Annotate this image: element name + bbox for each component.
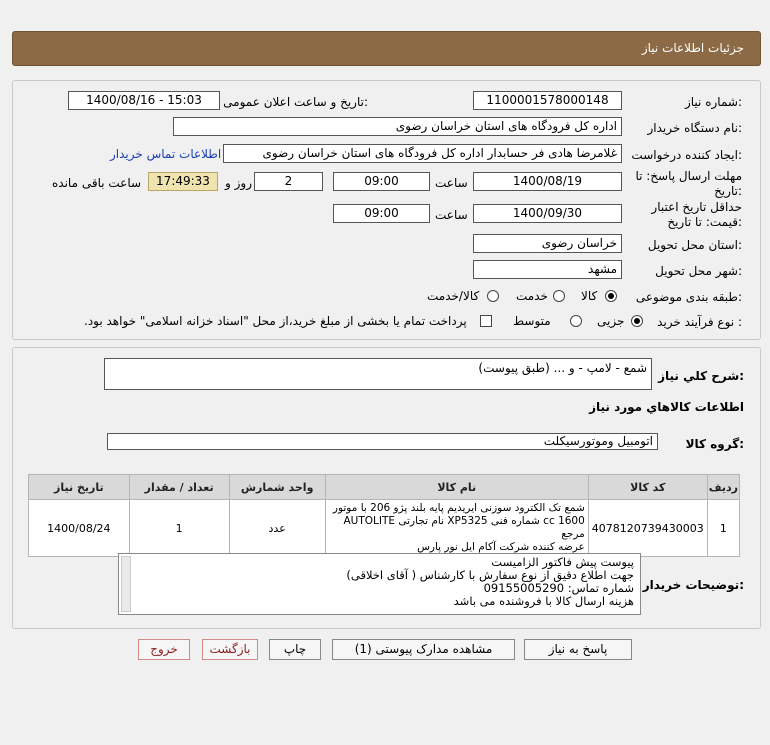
col-unit: واحد شمارش (229, 475, 325, 500)
process-option-medium: متوسط (513, 314, 551, 328)
creator-label: ایجاد کننده درخواست: (631, 148, 742, 162)
page-title: جزئیات اطلاعات نیاز (641, 41, 744, 55)
notes-scrollbar[interactable] (121, 556, 131, 612)
col-row: ردیف (707, 475, 739, 500)
days-label: روز و (225, 176, 252, 190)
page-header (12, 31, 761, 66)
validity-label: حداقل تاریخ اعتبار (651, 200, 742, 214)
items-title: اطلاعات کالاهاي مورد نياز (589, 400, 744, 414)
notes-line: هزینه ارسال کالا با فروشنده می باشد (453, 594, 634, 608)
notes-line: پیوست پیش فاکتور الزامیست (491, 555, 634, 569)
items-table (28, 474, 740, 557)
process-label: نوع فرآیند خرید : (657, 315, 742, 329)
process-radio-minor[interactable] (631, 315, 643, 327)
group-label: گروه کالا: (685, 437, 744, 451)
col-name: نام کالا (325, 475, 588, 500)
cell-date: 1400/08/24 (29, 500, 130, 557)
deadline-label-date: تاریخ: (714, 184, 742, 198)
general-desc-label: شرح کلي نياز: (658, 369, 744, 383)
province-field: خراسان رضوی (473, 234, 622, 253)
payment-note: پرداخت تمام یا بخشی از مبلغ خرید،از محل "اسناد خزانه اسلامی" خواهد بود. (84, 314, 467, 328)
category-option-both: کالا/خدمت (427, 289, 480, 303)
category-radio-goods[interactable] (605, 290, 617, 302)
col-qty: تعداد / مقدار (129, 475, 229, 500)
deadline-time-field: 09:00 (333, 172, 430, 191)
back-button[interactable]: بازگشت (202, 639, 258, 660)
validity-time-label: ساعت (435, 208, 468, 222)
buyer-notes-label: توضیحات خریدار: (642, 578, 744, 592)
buyer-notes-box (118, 553, 641, 615)
deadline-label: مهلت ارسال پاسخ: تا (635, 169, 742, 183)
cell-name-line1: شمع تک الکترود سوزنی ایریدیم پایه بلند پژو 206 با موتور (332, 502, 585, 514)
validity-date-field: 1400/09/30 (473, 204, 622, 223)
cell-code: 4078120739430003 (588, 500, 707, 557)
table-header-row (29, 475, 740, 500)
process-option-minor: جزیی (597, 314, 625, 328)
cell-name-line3: عرضه کننده شرکت آکام ایل نور پارس (417, 541, 585, 553)
category-radio-service[interactable] (553, 290, 565, 302)
exit-button[interactable]: خروج (138, 639, 190, 660)
col-date: تاریخ نیاز (29, 475, 130, 500)
announce-label: تاریخ و ساعت اعلان عمومی: (223, 95, 368, 109)
notes-line: جهت اطلاع دقیق از نوع سفارش با کارشناس ( آقای اخلاقی) (346, 568, 634, 582)
reply-button[interactable]: پاسخ به نیاز (524, 639, 632, 660)
cell-name (325, 500, 588, 557)
deadline-time-label: ساعت (435, 176, 468, 190)
city-field: مشهد (473, 260, 622, 279)
need-number-field: 1100001578000148 (473, 91, 622, 110)
attachments-button[interactable]: مشاهده مدارک پیوستی (1) (332, 639, 515, 660)
general-desc-field: شمع - لامپ - و ... (طبق پیوست) (104, 358, 652, 390)
process-radio-medium[interactable] (570, 315, 582, 327)
remaining-label: ساعت باقی مانده (52, 176, 142, 190)
category-option-goods: کالا (581, 289, 598, 303)
validity-time-field: 09:00 (333, 204, 430, 223)
cell-unit: عدد (229, 500, 325, 557)
city-label: شهر محل تحویل: (655, 264, 742, 278)
province-label: استان محل تحویل: (647, 238, 742, 252)
print-button[interactable]: چاپ (269, 639, 321, 660)
buyer-org-field: اداره کل فرودگاه های استان خراسان رضوی (173, 117, 622, 136)
cell-name-line2: 1600 cc شماره فنی XP5325 نام تجارتی AUTOLITE مرجع (343, 515, 585, 540)
cell-qty: 1 (129, 500, 229, 557)
buyer-contact-link[interactable]: اطلاعات تماس خریدار (110, 147, 222, 161)
category-label: طبقه بندی موضوعی: (635, 290, 742, 304)
treasury-checkbox[interactable] (480, 315, 492, 327)
buyer-org-label: نام دستگاه خریدار: (647, 121, 742, 135)
creator-field: غلامرضا هادی فر حسابدار اداره کل فرودگاه های استان خراسان رضوی (223, 144, 622, 163)
category-option-service: خدمت (516, 289, 548, 303)
announce-field: 1400/08/16 - 15:03 (68, 91, 220, 110)
col-code: کد کالا (588, 475, 707, 500)
cell-row: 1 (707, 500, 739, 557)
category-radio-both[interactable] (487, 290, 499, 302)
notes-line: شماره تماس: 09155005290 (483, 581, 634, 595)
need-number-label: شماره نیاز: (684, 95, 742, 109)
validity-label-date: قیمت: تا تاریخ: (667, 215, 742, 229)
remaining-time-field: 17:49:33 (148, 172, 218, 191)
table-row (29, 500, 740, 557)
days-field: 2 (254, 172, 323, 191)
group-field: اتومبیل وموتورسیکلت (107, 433, 658, 450)
deadline-date-field: 1400/08/19 (473, 172, 622, 191)
